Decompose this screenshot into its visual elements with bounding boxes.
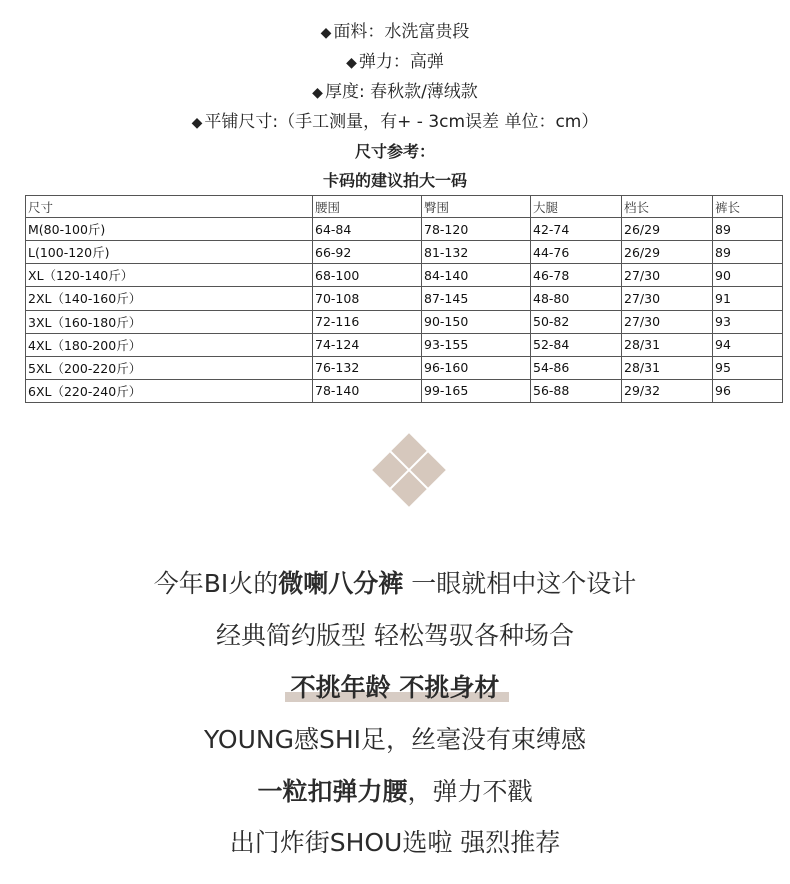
size-chart-table [25,195,783,403]
table-row [26,218,783,241]
diamond-bullet-icon: ◆ [191,115,203,131]
cell-waist: 76-132 [313,356,422,379]
cell-thigh: 54-86 [531,356,622,379]
cell-thigh: 56-88 [531,379,622,402]
diamond-bullet-icon: ◆ [346,55,357,71]
cell-size: 2XL（140-160斤） [26,287,313,310]
header-thigh: 大腿 [531,196,622,218]
slogan-line-3-text: 不挑年龄 不挑身材 [290,673,500,702]
cell-rise: 27/30 [622,264,713,287]
cell-thigh: 42-74 [531,218,622,241]
cell-size: 4XL（180-200斤） [26,333,313,356]
size-tip: 卡码的建议拍大一码 [322,171,467,190]
highlight-mark [291,672,500,704]
diamond-bullet-icon: ◆ [320,25,332,41]
slogan-line-4: YOUNG感SHI足，丝毫没有束缚感 [204,725,586,754]
cell-hip: 93-155 [422,333,531,356]
slogan-line-5 [0,776,790,808]
cell-hip: 99-165 [422,379,531,402]
cell-rise: 28/31 [622,333,713,356]
slogan-line-1 [0,568,790,600]
cell-length: 89 [713,241,783,264]
header-size: 尺寸 [26,196,313,218]
table-row [26,379,783,402]
spec-flat-size [0,111,790,134]
cell-waist: 78-140 [313,379,422,402]
cell-rise: 26/29 [622,241,713,264]
spec-thickness-text: 厚度: 春秋款/薄绒款 [324,82,478,102]
cell-rise: 27/30 [622,287,713,310]
cell-length: 91 [713,287,783,310]
cell-hip: 78-120 [422,218,531,241]
cell-thigh: 50-82 [531,310,622,333]
cell-rise: 29/32 [622,379,713,402]
cell-length: 96 [713,379,783,402]
cell-hip: 96-160 [422,356,531,379]
cell-size: L(100-120斤) [26,241,313,264]
slogan-line-2: 经典简约版型 轻松驾驭各种场合 [216,621,574,650]
table-row [26,287,783,310]
cell-waist: 74-124 [313,333,422,356]
header-length: 裤长 [713,196,783,218]
table-row [26,310,783,333]
slogan-line-3 [0,672,790,704]
cell-length: 93 [713,310,783,333]
cell-waist: 72-116 [313,310,422,333]
cell-waist: 66-92 [313,241,422,264]
cell-rise: 28/31 [622,356,713,379]
cell-thigh: 44-76 [531,241,622,264]
cell-size: 3XL（160-180斤） [26,310,313,333]
cell-rise: 26/29 [622,218,713,241]
cell-thigh: 52-84 [531,333,622,356]
spec-flat-size-text: 平铺尺寸:（手工测量，有+ - 3cm误差 单位：cm） [204,112,599,132]
table-row [26,264,783,287]
cell-size: XL（120-140斤） [26,264,313,287]
cell-length: 90 [713,264,783,287]
cell-size: M(80-100斤) [26,218,313,241]
slogan-line-5-post: ，弹力不戳 [407,777,533,806]
spec-fabric-text: 面料：水洗富贵段 [333,22,470,42]
cell-hip: 90-150 [422,310,531,333]
cell-thigh: 48-80 [531,287,622,310]
table-row [26,333,783,356]
cell-length: 95 [713,356,783,379]
header-hip: 臀围 [422,196,531,218]
table-row [26,241,783,264]
cell-hip: 84-140 [422,264,531,287]
spec-elasticity-text: 弹力：高弹 [358,52,444,72]
cell-length: 89 [713,218,783,241]
slogan-line-1-bold: 微喇八分裤 [278,569,404,598]
cell-size: 5XL（200-220斤） [26,356,313,379]
diamond-bullet-icon: ◆ [312,85,323,101]
slogan-line-5-bold: 一粒扣弹力腰 [257,777,408,806]
spec-thickness [0,81,790,104]
header-waist: 腰围 [313,196,422,218]
spec-fabric [0,21,790,44]
cell-size: 6XL（220-240斤） [26,379,313,402]
cell-waist: 64-84 [313,218,422,241]
table-header-row [26,196,783,218]
spec-elasticity [0,51,790,74]
header-rise: 档长 [622,196,713,218]
size-reference-title: 尺寸参考： [354,142,435,161]
cell-hip: 87-145 [422,287,531,310]
cell-hip: 81-132 [422,241,531,264]
cell-length: 94 [713,333,783,356]
diamond-divider-icon [372,433,446,507]
cell-waist: 68-100 [313,264,422,287]
slogan-line-1-pre: 今年BI火的 [153,569,279,598]
table-row [26,356,783,379]
cell-rise: 27/30 [622,310,713,333]
cell-thigh: 46-78 [531,264,622,287]
slogan-line-6: 出门炸街SHOU选啦 强烈推荐 [229,828,561,857]
slogan-line-1-post: 一眼就相中这个设计 [403,569,637,598]
cell-waist: 70-108 [313,287,422,310]
